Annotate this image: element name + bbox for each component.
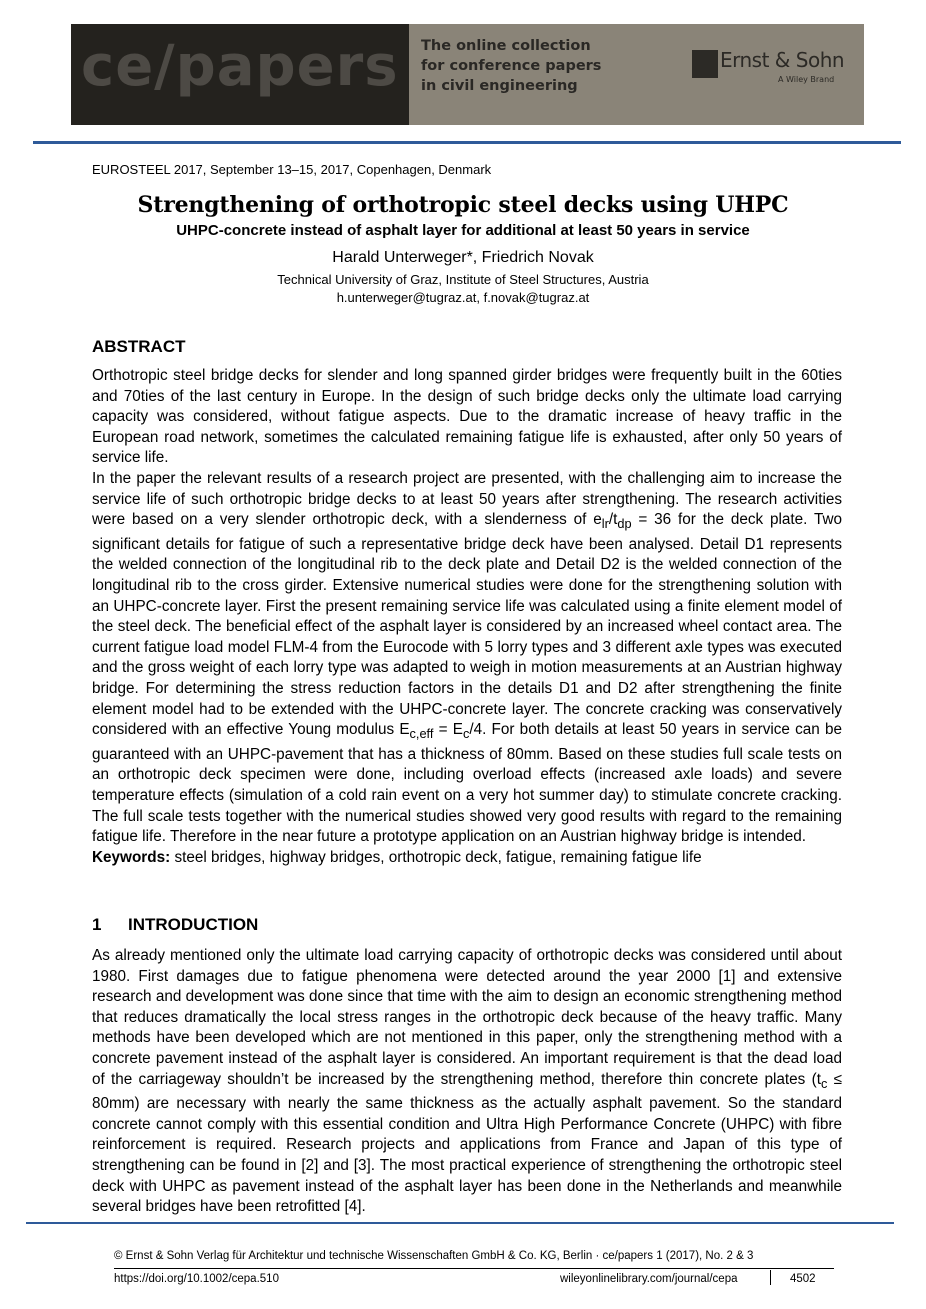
abstract-body (92, 366, 842, 868)
keywords: steel bridges, highway bridges, orthotropic deck, fatigue, remaining fatigue life (170, 848, 702, 866)
subscript: lr (601, 516, 609, 532)
tagline-line-3: in civil engineering (421, 78, 578, 94)
subscript: c (820, 1075, 828, 1091)
publisher-square-icon (692, 50, 718, 78)
subscript: c,eff (409, 726, 434, 742)
header-rule (33, 141, 901, 144)
abstract-paragraph-1: Orthotropic steel bridge decks for slender and long spanned girder bridges were frequently built in the 60ties and 70ties of the last century in Europe. In the design of such bridge decks only the ultimate load carrying capacity was considered, without fatigue aspects. Due to the dramatic increase of heavy traffic in the European road network, sometimes the calculated remaining fatigue life is exhausted, after only 50 years of service life. (92, 367, 842, 467)
journal-banner (71, 24, 864, 125)
publisher-subtitle: A Wiley Brand (778, 75, 835, 84)
intro-text: ≤ 80mm) are necessary with nearly the same thickness as the actually asphalt pavement. So the standard concrete cannot comply with this essential condition and Ultra High Performance Concrete (UHPC) with fibre reinforcement is required. Research projects and applications from France and Japan of this type of strengthening can be found in [2] and [3]. The most practical experience of strengthening the orthotropic steel deck with UHPC as pavement instead of the asphalt layer has been done in the Netherlands and meanwhile several bridges have been retrofitted [4]. (92, 1070, 842, 1216)
page-number: 4502 (790, 1273, 816, 1285)
banner-tag-panel (409, 24, 864, 125)
section-heading-introduction (92, 915, 258, 935)
footer-journal-link[interactable]: wileyonlinelibrary.com/journal/cepa (560, 1273, 738, 1285)
footer-separator (770, 1270, 771, 1285)
abstract-heading: ABSTRACT (92, 337, 186, 356)
abstract-text: In the paper the relevant results of a research project are presented, with the challenging aim to increase the service life of such orthotropic bridge decks to at least 50 years after strengthening. The research activities were based on a very slender orthotropic deck, with a slenderness of e (92, 469, 842, 529)
conference-line: EUROSTEEL 2017, September 13–15, 2017, Copenhagen, Denmark (92, 162, 492, 177)
banner-tagline (421, 36, 601, 96)
paper-title: Strengthening of orthotropic steel decks using UHPC (137, 192, 789, 218)
tagline-line-1: The online collection (421, 38, 591, 54)
keywords-label: Keywords: (92, 848, 171, 866)
affiliation: Technical University of Graz, Institute of Steel Structures, Austria (277, 272, 649, 287)
abstract-text: /4. For both details at least 50 years in service can be guaranteed with an UHPC-pavement that has a thickness of 80mm. Based on these studies full scale tests on an orthotropic deck specimen were done, including overload effects (increased axle loads) and severe temperature effects (simulation of a cold rain event on a very hot summer day) to stimulate concrete cracking. The full scale tests together with the numerical studies showed very good results with regard to the remaining fatigue life. Therefore in the near future a prototype application on an Austrian highway bridge is intended. (92, 721, 843, 846)
abstract-text: = 36 for the deck plate. Two significant details for fatigue of such a representative bridge deck have been analysed. Detail D1 represents the welded connection of the longitudinal rib to the deck plate and Detail D2 is the welded connection of the longitudinal rib to the cross girder. Extensive numerical studies were done for the strengthening solution with an UHPC-concrete layer. First the present remaining service life was calculated using a finite element model of the steel deck. The beneficial effect of the asphalt layer is considered by an increased wheel contact area. The current fatigue load model FLM-4 from the Eurocode with 5 lorry types and 3 different axle types was executed and the gross weight of each lorry type was adapted to weigh in motion measurements at an Austrian highway bridge. For determining the stress reduction factors in the details D1 and D2 after strengthening the finite element model had to be extended with the UHPC-concrete layer. The concrete cracking was conservatively considered with an effective Young modulus E (92, 511, 843, 739)
subscript: dp (617, 516, 632, 532)
footer-rule-blue (26, 1222, 894, 1224)
abstract-text: /t (608, 511, 618, 529)
journal-logo: ce/papers (81, 34, 399, 99)
authors: Harald Unterweger*, Friedrich Novak (332, 249, 594, 266)
abstract-paragraph-2 (92, 469, 842, 848)
author-emails: h.unterweger@tugraz.at, f.novak@tugraz.at (336, 290, 590, 305)
footer-copyright: © Ernst & Sohn Verlag für Architektur und technische Wissenschaften GmbH & Co. KG, Berlin · ce/papers 1 (2017), No. 2 & 3 (114, 1250, 754, 1262)
publisher-name: Ernst & Sohn (720, 48, 845, 72)
keywords-line (92, 848, 842, 869)
tagline-line-2: for conference papers (421, 58, 602, 74)
footer-doi-link[interactable]: https://doi.org/10.1002/cepa.510 (114, 1273, 279, 1285)
subscript: c (462, 726, 470, 742)
abstract-text: = E (433, 721, 463, 739)
banner-logo-panel (71, 24, 409, 125)
intro-text: As already mentioned only the ultimate load carrying capacity of orthotropic decks was considered until about 1980. First damages due to fatigue phenomena were detected around the year 2000 [1] and extensive research and development was done since that time with the aim to design an economic strengthening method that reduces dramatically the local stress ranges in the orthotropic deck because of the heavy traffic. Many methods have been developed which are not mentioned in this paper, only the strengthening method with a concrete pavement instead of the asphalt layer is considered. An important requirement is that the dead load of the carriageway shouldn’t be increased by the strengthening method, therefore thin concrete plates (t (92, 947, 842, 1088)
paper-subtitle: UHPC-concrete instead of asphalt layer for additional at least 50 years in service (176, 222, 750, 239)
section-title: INTRODUCTION (128, 915, 259, 934)
publisher-logo (692, 48, 852, 88)
footer-rule (114, 1268, 834, 1269)
section-number: 1 (92, 915, 102, 934)
introduction-body (92, 946, 842, 1218)
